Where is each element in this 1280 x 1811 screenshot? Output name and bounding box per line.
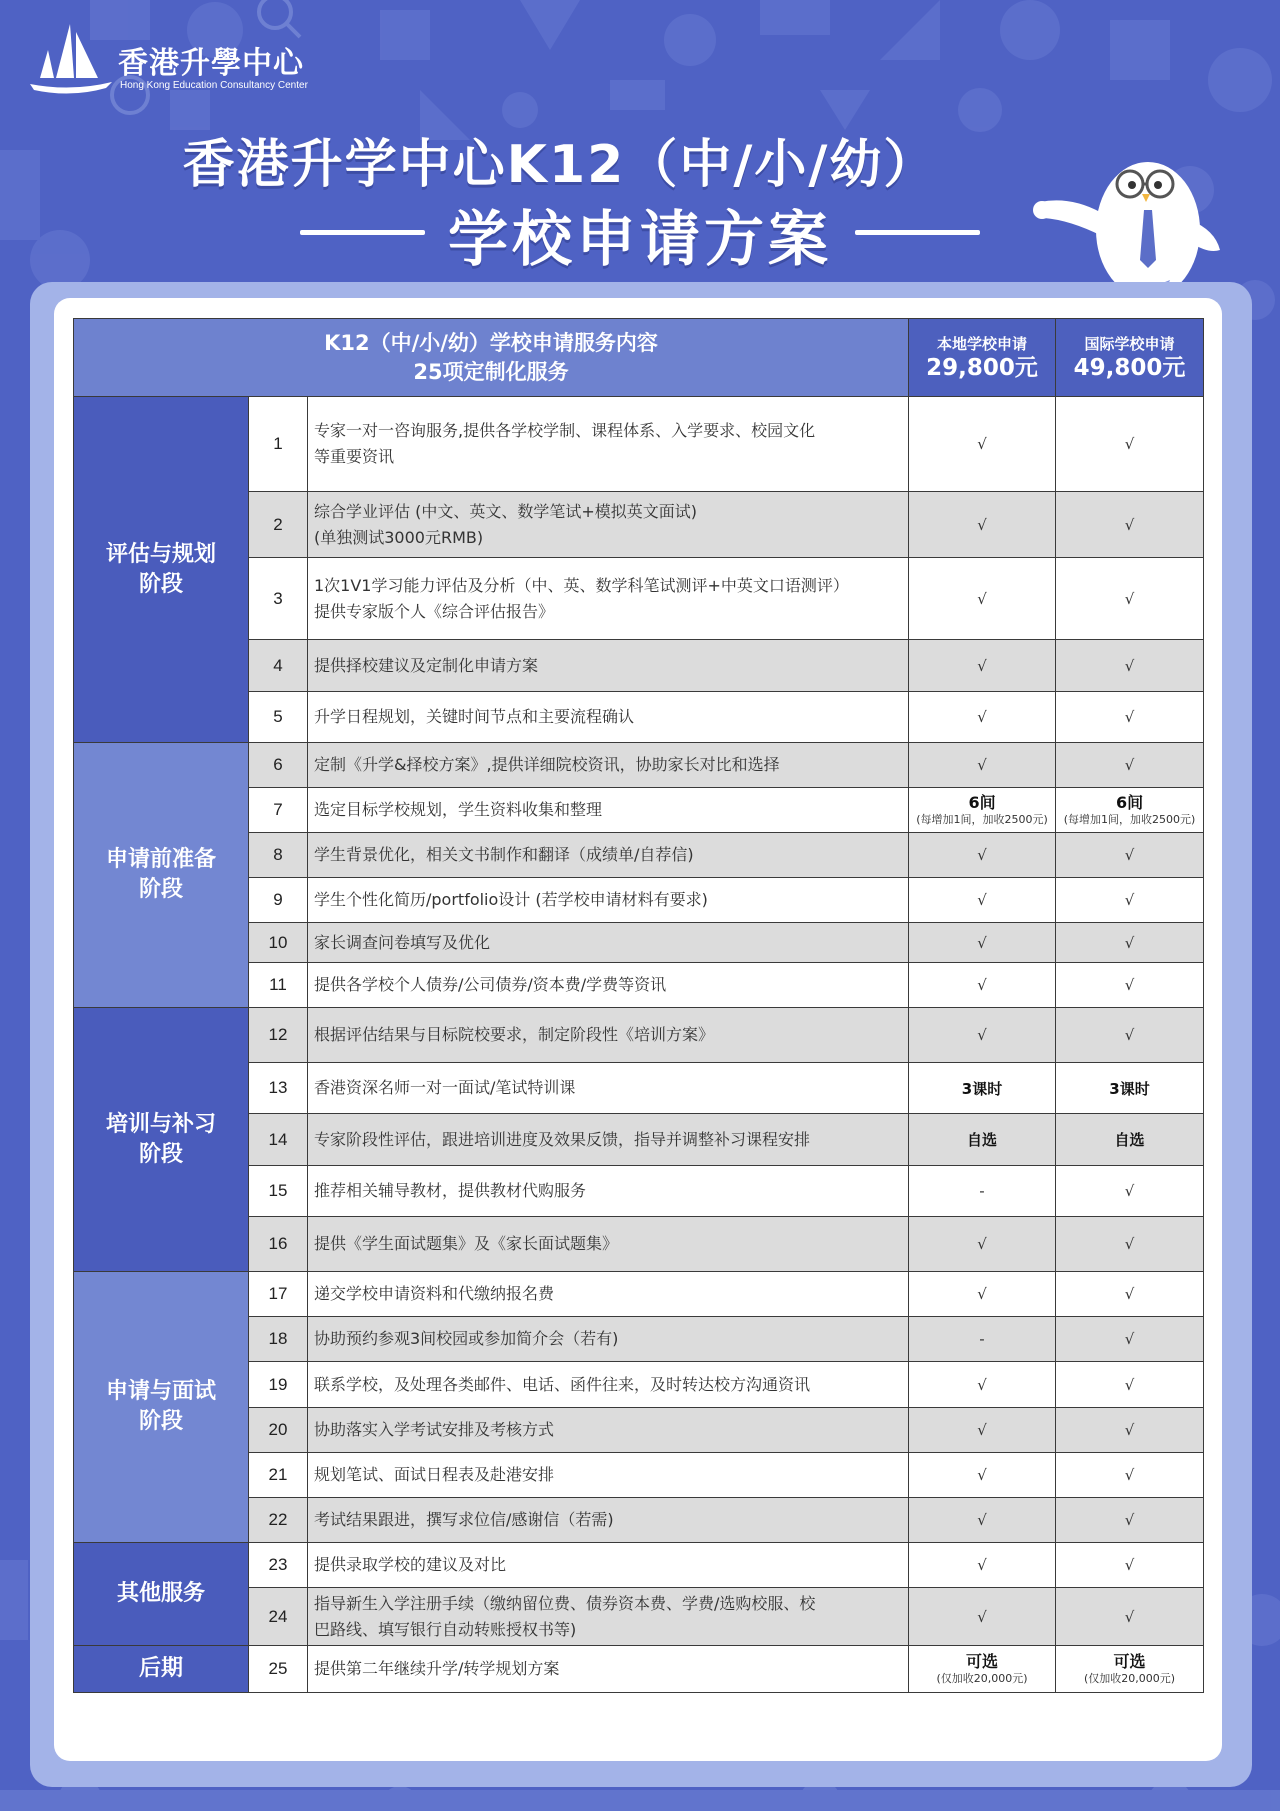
value-main: √ <box>1124 891 1135 909</box>
row-number: 11 <box>249 963 308 1008</box>
intl-plan-value <box>1056 833 1204 878</box>
intl-plan-value <box>1056 788 1204 833</box>
description-line2: 提供专家版个人《综合评估报告》 <box>314 601 555 621</box>
value-main: √ <box>1124 656 1135 675</box>
service-description <box>308 1114 909 1166</box>
stage-label-line1: 评估与规划 <box>105 541 216 567</box>
row-number: 19 <box>249 1362 308 1408</box>
row-number: 25 <box>249 1646 308 1693</box>
value-main: √ <box>1124 1421 1135 1439</box>
intl-plan-value <box>1056 397 1204 492</box>
table-row <box>74 1543 1204 1588</box>
description-line1: 递交学校申请资料和代缴纳报名费 <box>314 1284 555 1303</box>
service-description <box>308 640 909 692</box>
value-main: √ <box>1124 846 1135 864</box>
intl-plan-value <box>1056 1453 1204 1498</box>
mascot-bird-icon <box>1030 150 1230 290</box>
service-description <box>308 743 909 788</box>
local-plan-value <box>909 1588 1056 1646</box>
intl-plan-value <box>1056 743 1204 788</box>
value-main: 可选 <box>1113 1652 1146 1671</box>
row-number: 6 <box>249 743 308 788</box>
row-number: 18 <box>249 1317 308 1362</box>
value-main: - <box>979 1330 985 1348</box>
value-main: √ <box>1124 976 1135 994</box>
intl-plan-value <box>1056 963 1204 1008</box>
local-plan-value <box>909 692 1056 743</box>
intl-plan-value <box>1056 1543 1204 1588</box>
value-main: √ <box>977 1511 987 1529</box>
value-main: √ <box>977 846 987 864</box>
service-description <box>308 1498 909 1543</box>
service-description <box>308 1166 909 1217</box>
stage-label <box>74 1008 249 1272</box>
value-main: √ <box>1124 435 1135 453</box>
brand-name-cn: 香港升學中心 <box>118 46 304 81</box>
value-main: √ <box>977 1375 987 1394</box>
value-main: √ <box>977 1421 987 1439</box>
local-plan-value <box>909 1272 1056 1317</box>
row-number: 3 <box>249 558 308 640</box>
service-description <box>308 878 909 923</box>
intl-plan-value <box>1056 1063 1204 1114</box>
value-main: 自选 <box>967 1131 998 1149</box>
table-row <box>74 1272 1204 1317</box>
local-plan-value <box>909 1317 1056 1362</box>
value-main: √ <box>977 891 987 909</box>
local-plan-value <box>909 743 1056 788</box>
service-description <box>308 1543 909 1588</box>
description-line1: 定制《升学&择校方案》,提供详细院校资讯，协助家长对比和选择 <box>314 755 780 774</box>
row-number: 16 <box>249 1217 308 1272</box>
value-main: √ <box>1124 589 1135 608</box>
value-main: √ <box>1124 1511 1135 1529</box>
description-line1: 1次1V1学习能力评估及分析（中、英、数学科笔试测评+中英文口语测评） <box>314 575 849 595</box>
row-number: 7 <box>249 788 308 833</box>
local-plan-value <box>909 1008 1056 1063</box>
service-description <box>308 1588 909 1646</box>
description-line2: 等重要资讯 <box>314 447 395 466</box>
value-main: √ <box>1124 515 1135 534</box>
service-description <box>308 1217 909 1272</box>
description-line1: 指导新生入学注册手续（缴纳留位费、债券资本费、学费/选购校服、校 <box>314 1593 816 1613</box>
table-body <box>74 397 1204 1693</box>
value-main: √ <box>977 976 987 994</box>
local-plan-value <box>909 1453 1056 1498</box>
intl-plan-value <box>1056 1114 1204 1166</box>
intl-plan-value <box>1056 1408 1204 1453</box>
row-number: 1 <box>249 397 308 492</box>
value-main: √ <box>977 589 987 608</box>
value-main: √ <box>977 1607 987 1626</box>
brand-name-en: Hong Kong Education Consultancy Center <box>120 80 308 91</box>
intl-plan-value <box>1056 692 1204 743</box>
value-main: 3课时 <box>961 1079 1003 1098</box>
service-description <box>308 1063 909 1114</box>
service-description <box>308 397 909 492</box>
intl-plan-value <box>1056 558 1204 640</box>
value-main: √ <box>1124 1285 1135 1303</box>
local-plan-value <box>909 558 1056 640</box>
value-main: √ <box>1124 1235 1135 1253</box>
value-main: 6间 <box>968 793 996 812</box>
value-main: √ <box>977 1556 987 1574</box>
service-description <box>308 1317 909 1362</box>
description-line1: 协助落实入学考试安排及考核方式 <box>314 1420 555 1439</box>
row-number: 8 <box>249 833 308 878</box>
page-subtitle-block <box>300 192 980 275</box>
local-plan-value <box>909 640 1056 692</box>
intl-plan-value <box>1056 1272 1204 1317</box>
description-line1: 根据评估结果与目标院校要求，制定阶段性《培训方案》 <box>314 1025 715 1044</box>
description-line1: 考试结果跟进，撰写求位信/感谢信（若需) <box>314 1510 614 1529</box>
row-number: 21 <box>249 1453 308 1498</box>
local-plan-value <box>909 1114 1056 1166</box>
service-description <box>308 558 909 640</box>
local-plan-value <box>909 1217 1056 1272</box>
service-description <box>308 692 909 743</box>
row-number: 22 <box>249 1498 308 1543</box>
stage-label-line1: 申请前准备 <box>105 847 216 872</box>
stage-label <box>74 1646 249 1693</box>
description-line1: 协助预约参观3间校园或参加简介会（若有) <box>314 1329 619 1348</box>
local-plan-value <box>909 492 1056 558</box>
value-main: √ <box>977 435 987 453</box>
stage-label-line2: 阶段 <box>138 1141 183 1167</box>
value-main: √ <box>977 1026 987 1044</box>
local-plan-value <box>909 1498 1056 1543</box>
stage-label-line1: 培训与补习 <box>105 1111 216 1137</box>
local-plan-label: 本地学校申请 <box>937 334 1028 353</box>
description-line2: 巴路线、填写银行自动转账授权书等) <box>314 1619 577 1639</box>
description-line1: 提供录取学校的建议及对比 <box>314 1555 507 1574</box>
description-line1: 提供第二年继续升学/转学规划方案 <box>314 1659 560 1678</box>
service-description <box>308 1646 909 1693</box>
table-header-row <box>74 319 1204 397</box>
value-main: 3课时 <box>1109 1079 1150 1098</box>
description-line1: 提供各学校个人债券/公司债券/资本费/学费等资讯 <box>314 975 667 994</box>
row-number: 12 <box>249 1008 308 1063</box>
intl-plan-value <box>1056 492 1204 558</box>
stage-label-line1: 申请与面试 <box>105 1379 216 1404</box>
intl-plan-value <box>1056 640 1204 692</box>
value-main: 6间 <box>1115 793 1144 812</box>
stage-label <box>74 397 249 743</box>
description-line1: 综合学业评估 (中文、英文、数学笔试+模拟英文面试) <box>314 501 697 521</box>
value-main: 自选 <box>1114 1131 1145 1149</box>
local-plan-value <box>909 1362 1056 1408</box>
row-number: 14 <box>249 1114 308 1166</box>
local-plan-value <box>909 1408 1056 1453</box>
value-main: √ <box>977 756 987 774</box>
local-plan-value <box>909 963 1056 1008</box>
description-line1: 香港资深名师一对一面试/笔试特训课 <box>314 1078 576 1097</box>
value-note: (仅加收20,000元) <box>936 1672 1028 1685</box>
intl-plan-value <box>1056 1646 1204 1693</box>
intl-plan-value <box>1056 1498 1204 1543</box>
stage-label <box>74 1272 249 1543</box>
description-line1: 选定目标学校规划，学生资料收集和整理 <box>314 800 603 819</box>
value-main: √ <box>1124 1607 1135 1626</box>
description-line1: 专家一对一咨询服务,提供各学校学制、课程体系、入学要求、校园文化 <box>314 421 816 440</box>
row-number: 13 <box>249 1063 308 1114</box>
value-main: √ <box>977 933 987 952</box>
value-main: - <box>979 1182 985 1200</box>
value-main: √ <box>1124 933 1135 952</box>
service-description <box>308 1453 909 1498</box>
row-number: 10 <box>249 923 308 963</box>
value-main: √ <box>1124 756 1135 774</box>
value-main: √ <box>977 515 987 534</box>
row-number: 24 <box>249 1588 308 1646</box>
row-number: 4 <box>249 640 308 692</box>
description-line2: (单独测试3000元RMB) <box>314 527 484 547</box>
description-line1: 家长调查问卷填写及优化 <box>314 932 491 952</box>
value-main: √ <box>1124 1026 1135 1044</box>
row-number: 9 <box>249 878 308 923</box>
service-description <box>308 788 909 833</box>
description-line1: 学生背景优化，相关文书制作和翻译（成绩单/自荐信) <box>314 845 694 864</box>
value-note: (每增加1间，加收2500元) <box>916 813 1048 826</box>
row-number: 15 <box>249 1166 308 1217</box>
local-plan-value <box>909 923 1056 963</box>
value-main: 可选 <box>966 1652 999 1671</box>
description-line1: 升学日程规划，关键时间节点和主要流程确认 <box>314 707 635 726</box>
description-line1: 专家阶段性评估，跟进培训进度及效果反馈，指导并调整补习课程安排 <box>314 1129 811 1149</box>
local-plan-header <box>909 319 1056 397</box>
value-main: √ <box>977 708 987 726</box>
service-description <box>308 923 909 963</box>
description-line1: 联系学校，及处理各类邮件、电话、函件往来，及时转达校方沟通资讯 <box>314 1374 811 1394</box>
intl-plan-value <box>1056 1166 1204 1217</box>
local-plan-value <box>909 788 1056 833</box>
stage-label-line1: 其他服务 <box>116 1581 205 1606</box>
service-description <box>308 963 909 1008</box>
intl-plan-header <box>1056 319 1204 397</box>
brand-logo <box>26 22 316 102</box>
intl-plan-value <box>1056 1008 1204 1063</box>
service-description <box>308 1008 909 1063</box>
value-main: √ <box>1124 1182 1135 1200</box>
local-plan-value <box>909 1543 1056 1588</box>
description-line1: 学生个性化简历/portfolio设计 (若学校申请材料有要求) <box>314 890 708 909</box>
table-row <box>74 1646 1204 1693</box>
intl-plan-value <box>1056 878 1204 923</box>
service-description <box>308 833 909 878</box>
service-description <box>308 1408 909 1453</box>
row-number: 17 <box>249 1272 308 1317</box>
service-table <box>73 318 1204 1693</box>
service-description <box>308 492 909 558</box>
intl-plan-price: 49,800元 <box>1073 354 1186 381</box>
description-line1: 规划笔试、面试日程表及赴港安排 <box>314 1465 555 1484</box>
row-number: 2 <box>249 492 308 558</box>
description-line1: 推荐相关辅导教材，提供教材代购服务 <box>314 1181 587 1200</box>
value-main: √ <box>977 1285 987 1303</box>
table-row <box>74 743 1204 788</box>
title-divider-right <box>855 230 980 235</box>
row-number: 5 <box>249 692 308 743</box>
table-row <box>74 1008 1204 1063</box>
local-plan-value <box>909 1063 1056 1114</box>
intl-plan-value <box>1056 1217 1204 1272</box>
value-main: √ <box>1124 1375 1135 1394</box>
sailboat-logo-icon <box>26 22 116 100</box>
service-description <box>308 1272 909 1317</box>
local-plan-price: 29,800元 <box>926 354 1038 381</box>
description-line1: 提供择校建议及定制化申请方案 <box>314 655 539 675</box>
table-row <box>74 397 1204 492</box>
local-plan-value <box>909 397 1056 492</box>
value-note: (仅加收20,000元) <box>1083 1672 1176 1685</box>
value-note: (每增加1间，加收2500元) <box>1063 813 1196 826</box>
value-main: √ <box>1124 1330 1135 1348</box>
value-main: √ <box>1124 1466 1135 1484</box>
intl-plan-value <box>1056 1362 1204 1408</box>
intl-plan-value <box>1056 923 1204 963</box>
local-plan-value <box>909 1646 1056 1693</box>
stage-label-line2: 阶段 <box>138 877 183 902</box>
stage-label-line2: 阶段 <box>138 1409 183 1434</box>
stage-label-line1: 后期 <box>138 1656 183 1681</box>
table-header-title <box>74 319 909 397</box>
stage-label-line2: 阶段 <box>138 571 183 597</box>
row-number: 20 <box>249 1408 308 1453</box>
value-main: √ <box>977 1466 987 1484</box>
stage-label <box>74 1543 249 1646</box>
value-main: √ <box>1124 708 1135 726</box>
page-title: 香港升学中心K12（中/小/幼） <box>182 135 938 195</box>
row-number: 23 <box>249 1543 308 1588</box>
value-main: √ <box>977 656 987 675</box>
value-main: √ <box>977 1235 987 1253</box>
value-main: √ <box>1124 1556 1135 1574</box>
intl-plan-value <box>1056 1317 1204 1362</box>
service-description <box>308 1362 909 1408</box>
local-plan-value <box>909 1166 1056 1217</box>
intl-plan-label: 国际学校申请 <box>1084 334 1175 353</box>
header-title-line2: 25项定制化服务 <box>413 359 569 384</box>
page-subtitle: 学校申请方案 <box>448 205 832 275</box>
local-plan-value <box>909 878 1056 923</box>
header-title-line1: K12（中/小/幼）学校申请服务内容 <box>324 330 658 355</box>
description-line1: 提供《学生面试题集》及《家长面试题集》 <box>314 1234 619 1253</box>
intl-plan-value <box>1056 1588 1204 1646</box>
local-plan-value <box>909 833 1056 878</box>
stage-label <box>74 743 249 1008</box>
